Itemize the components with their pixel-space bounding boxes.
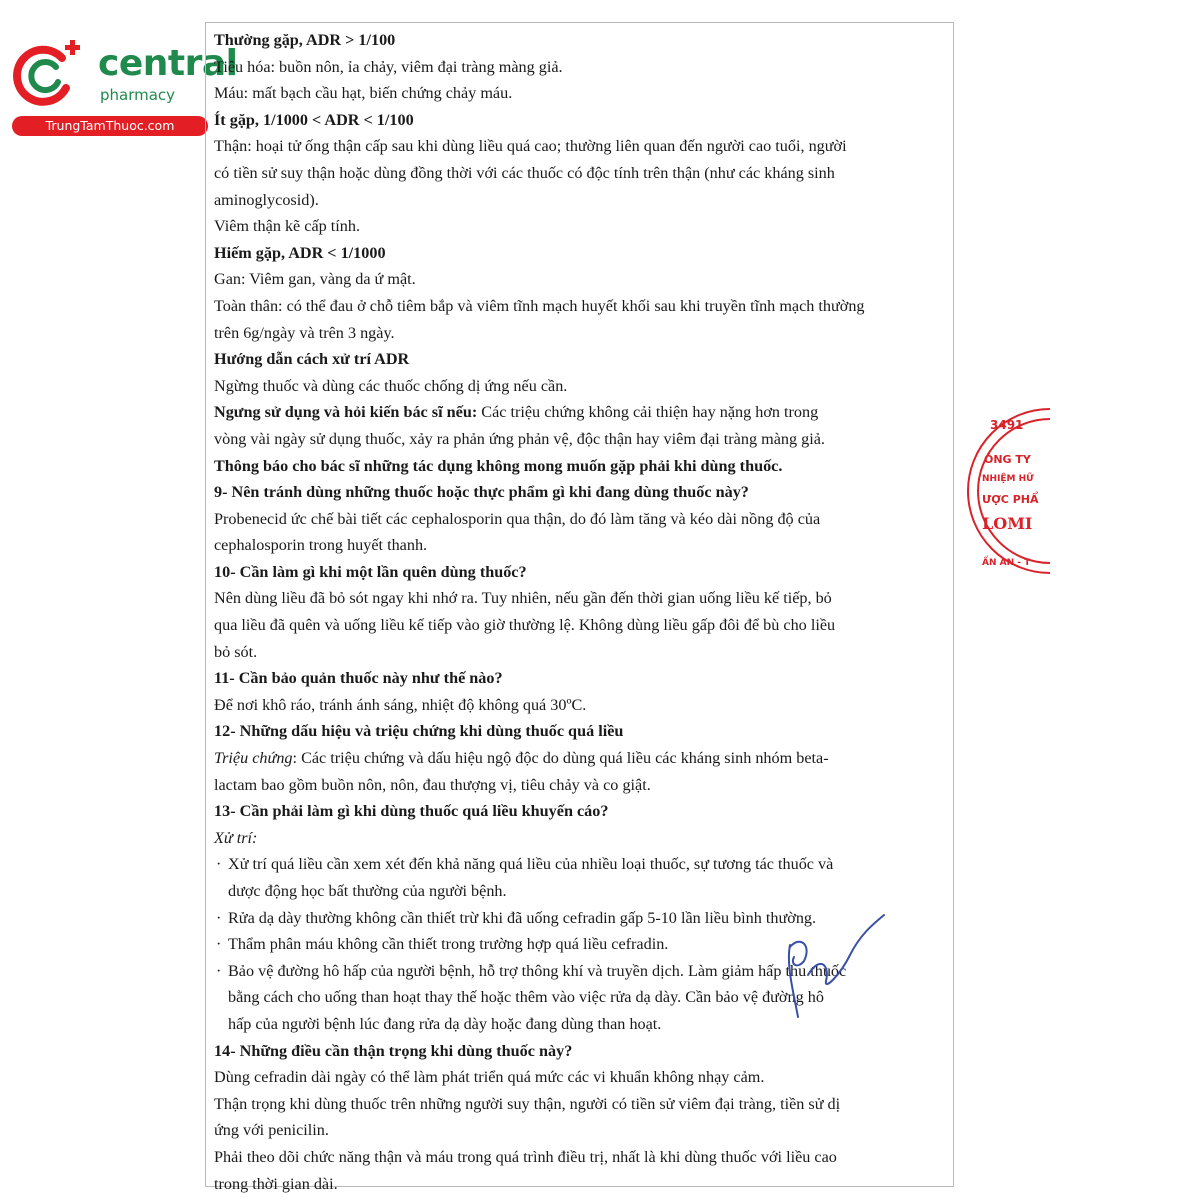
document-line: Thận trọng khi dùng thuốc trên những người suy thận, người có tiền sử viêm đại tràng, tiền sử dị (214, 1094, 841, 1113)
document-line: Thông báo cho bác sĩ những tác dụng không mong muốn gặp phải khi dùng thuốc. (214, 456, 783, 475)
bullet-text: Thẩm phân máu không cần thiết trong trường hợp quá liều cefradin. (228, 935, 669, 954)
logo-url-badge: TrungTamThuoc.com (12, 116, 208, 136)
document-line: trong thời gian dài. (214, 1174, 338, 1193)
document-line: Gan: Viêm gan, vàng da ứ mật. (214, 270, 416, 289)
document-line: Thận: hoại tử ống thận cấp sau khi dùng liều quá cao; thường liên quan đến người cao tuổi, người (214, 137, 847, 156)
logo-subtitle: pharmacy (100, 86, 176, 104)
bullet-dot-icon: · (216, 855, 222, 874)
central-logo-icon (12, 38, 90, 108)
document-line: qua liều đã quên và uống liều kế tiếp vào giờ thường lệ. Không dùng liều gấp đôi để bù cho liều (214, 616, 836, 635)
document-line: Ngừng thuốc và dùng các thuốc chống dị ứng nếu cần. (214, 376, 568, 395)
document-line (214, 851, 946, 878)
bullet-dot-icon: · (216, 908, 222, 927)
document-line: lactam bao gồm buồn nôn, nôn, đau thượng vị, tiêu chảy và co giật. (214, 775, 651, 794)
stamp-line: LOMI (982, 514, 1033, 533)
document-line: aminoglycosid). (214, 190, 319, 209)
bullet-text: Rửa dạ dày thường không cần thiết trừ khi đã uống cefradin gấp 5-10 lần liều bình thường. (228, 908, 817, 927)
stamp-line: 3491 (990, 418, 1024, 432)
document-line: có tiền sử suy thận hoặc dùng đồng thời với các thuốc có độc tính trên thận (như các kháng sinh (214, 163, 835, 182)
document-line: 11- Cần bảo quản thuốc này như thế nào? (214, 669, 503, 688)
document-line: 9- Nên tránh dùng những thuốc hoặc thực phẩm gì khi đang dùng thuốc này? (214, 483, 749, 502)
document-line: vòng vài ngày sử dụng thuốc, xảy ra phản ứng phản vệ, độc thận hay viêm đại tràng màng giả. (214, 429, 825, 448)
bullet-text: Xử trí quá liều cần xem xét đến khả năng quá liều của nhiều loại thuốc, sự tương tác thuốc và (228, 855, 834, 874)
document-line: Dùng cefradin dài ngày có thể làm phát triển quá mức các vi khuẩn không nhạy cảm. (214, 1068, 765, 1087)
document-line: Máu: mất bạch cầu hạt, biến chứng chảy máu. (214, 84, 513, 103)
document-line: Viêm thận kẽ cấp tính. (214, 217, 361, 236)
document-line: Hiếm gặp, ADR < 1/1000 (214, 243, 386, 262)
document-line-text-part: : Các triệu chứng và dấu hiệu ngộ độc do dùng quá liều các kháng sinh nhóm beta- (292, 749, 829, 768)
document-line: bỏ sót. (214, 642, 258, 661)
bullet-dot-icon: · (216, 961, 222, 980)
central-pharmacy-logo (12, 38, 238, 138)
document-line: trên 6g/ngày và trên 3 ngày. (214, 323, 395, 342)
stamp-line: ÔNG TY (984, 453, 1031, 466)
document-line: cephalosporin trong huyết thanh. (214, 536, 428, 555)
document-line: Nên dùng liều đã bỏ sót ngay khi nhớ ra. Tuy nhiên, nếu gần đến thời gian uống liều kế tiếp, bỏ (214, 589, 832, 608)
document-line: Hướng dẫn cách xử trí ADR (214, 350, 410, 369)
company-stamp (980, 405, 1039, 577)
stamp-line: ẤN AN - T (982, 558, 1031, 568)
document-line: Probenecid ức chế bài tiết các cephalosporin qua thận, do đó làm tăng và kéo dài nồng độ của (214, 509, 821, 528)
document-line: 14- Những điều cần thận trọng khi dùng thuốc này? (214, 1041, 573, 1060)
document-line: Ít gặp, 1/1000 < ADR < 1/100 (214, 110, 414, 129)
document-line: 10- Cần làm gì khi một lần quên dùng thuốc? (214, 562, 527, 581)
document-line: Thường gặp, ADR > 1/100 (214, 31, 396, 49)
document-line: Phải theo dõi chức năng thận và máu trong quá trình điều trị, nhất là khi dùng thuốc với liều cao (214, 1147, 837, 1166)
document-line-bold-part: Ngưng sử dụng và hỏi kiến bác sĩ nếu: (214, 403, 478, 422)
document-line-text-part: Các triệu chứng không cải thiện hay nặng hơn trong (477, 403, 819, 422)
document-line (214, 399, 946, 426)
document-line: Để nơi khô ráo, tránh ánh sáng, nhiệt độ không quá 30ºC. (214, 695, 587, 714)
stamp-line: NHIỆM HỮ (982, 474, 1034, 484)
stamp-line: ƯỢC PHẨ (982, 493, 1039, 506)
document-line: hấp của người bệnh lúc đang rửa dạ dày hoặc đang dùng than hoạt. (228, 1014, 662, 1033)
document-line: bằng cách cho uống than hoạt thay thế hoặc thêm vào việc rửa dạ dày. Cần bảo vệ đường hô (228, 988, 824, 1007)
logo-name: central (98, 43, 238, 84)
document-line: 12- Những dấu hiệu và triệu chứng khi dùng thuốc quá liều (214, 722, 624, 741)
document-line (214, 745, 946, 772)
document-line: ứng với penicilin. (214, 1121, 329, 1140)
document-line: Xử trí: (214, 828, 258, 847)
document-line-italic-part: Triệu chứng (214, 749, 293, 768)
document-line: 13- Cần phải làm gì khi dùng thuốc quá liều khuyến cáo? (214, 802, 609, 821)
document-line: dược động học bất thường của người bệnh. (228, 882, 507, 900)
document-line: Toàn thân: có thể đau ở chỗ tiêm bắp và viêm tĩnh mạch huyết khối sau khi truyền tĩnh mạch thường (214, 296, 865, 315)
bullet-text: Bảo vệ đường hô hấp của người bệnh, hỗ trợ thông khí và truyền dịch. Làm giảm hấp thu thuốc (228, 961, 847, 980)
bullet-dot-icon: · (216, 935, 222, 954)
handwritten-signature (760, 905, 890, 1025)
document-line: Tiêu hóa: buồn nôn, ỉa chảy, viêm đại tràng màng giả. (214, 57, 563, 76)
